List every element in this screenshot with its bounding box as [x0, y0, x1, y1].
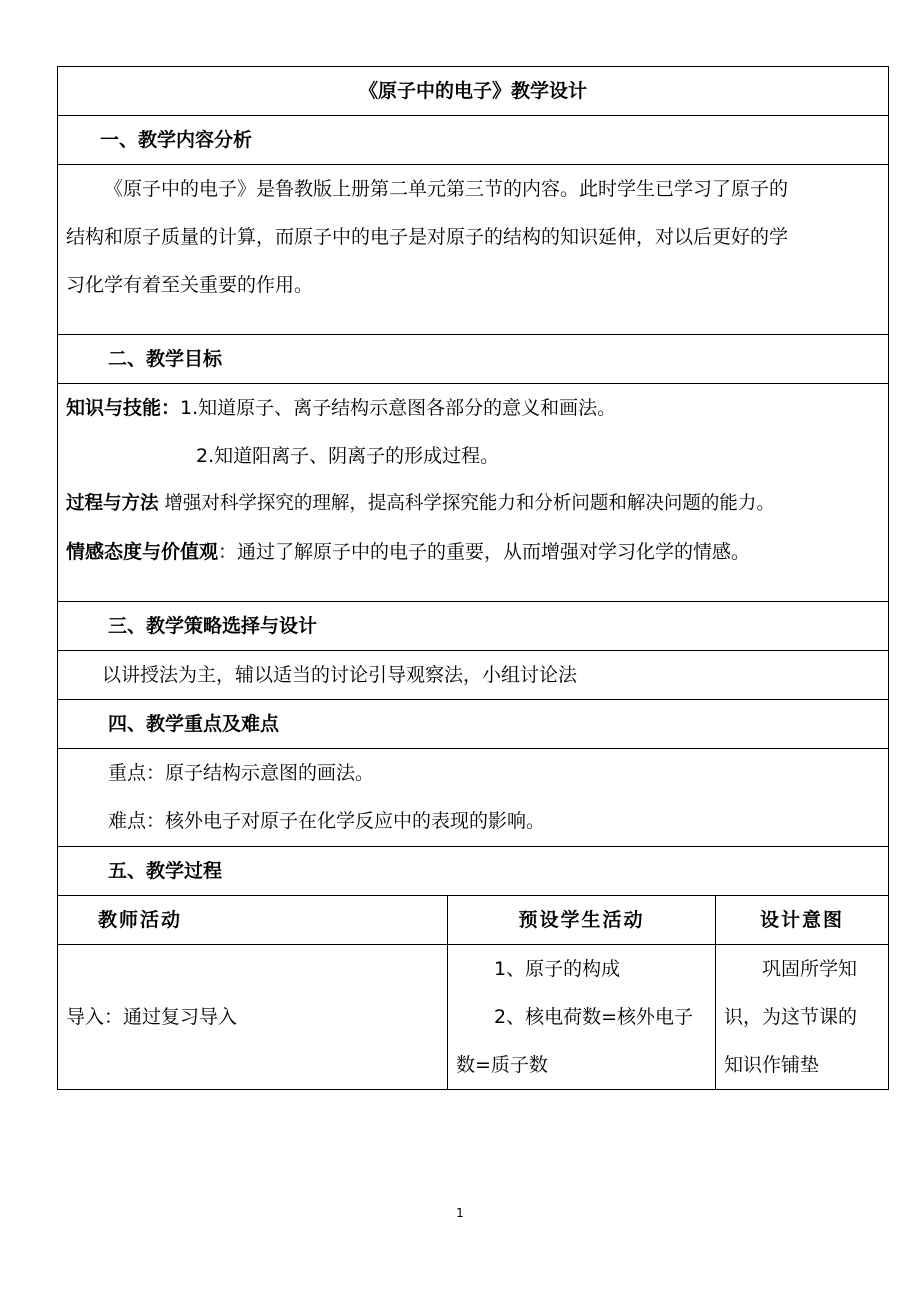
- knowledge-label: 知识与技能：: [66, 397, 181, 419]
- student-activity-line: 2、核电荷数=核外电子: [494, 1006, 694, 1028]
- process-label: 过程与方法: [66, 493, 159, 514]
- goal-knowledge-1: [66, 384, 880, 432]
- section-heading-strategy: 三、教学策略选择与设计: [58, 602, 889, 651]
- goal-emotion: [66, 528, 880, 576]
- analysis-content: [58, 165, 889, 335]
- analysis-line: 结构和原子质量的计算，而原子中的电子是对原子的结构的知识延伸，对以后更好的学: [66, 226, 789, 248]
- column-header-teacher: 教师活动: [58, 896, 448, 945]
- process-text: 增强对科学探究的理解，提高科学探究能力和分析问题和解决问题的能力。: [164, 493, 775, 514]
- intent-cell: [716, 945, 889, 1090]
- analysis-line: 习化学有着至关重要的作用。: [66, 274, 314, 296]
- student-activity-line: 1、原子的构成: [494, 958, 621, 980]
- intent-line: 知识作铺垫: [724, 1054, 820, 1076]
- section-heading-process: 五、教学过程: [58, 847, 889, 896]
- column-header-student: 预设学生活动: [448, 896, 716, 945]
- goal-knowledge-2: 2.知道阳离子、阴离子的形成过程。: [196, 445, 500, 467]
- teacher-activity-cell: [58, 945, 448, 1090]
- table-row: [58, 945, 889, 1090]
- document-title: 《原子中的电子》教学设计: [58, 67, 889, 116]
- student-activity-line: 数=质子数: [456, 1054, 548, 1076]
- analysis-line: 《原子中的电子》是鲁教版上册第二单元第三节的内容。此时学生已学习了原子的: [104, 178, 789, 200]
- section-heading-goals: 二、教学目标: [58, 335, 889, 384]
- student-activity-cell: [448, 945, 716, 1090]
- key-difficulty: 难点：核外电子对原子在化学反应中的表现的影响。: [108, 810, 546, 832]
- strategy-content: 以讲授法为主，辅以适当的讨论引导观察法，小组讨论法: [58, 651, 889, 700]
- keys-content: [58, 749, 889, 847]
- intent-line: 巩固所学知: [762, 958, 858, 980]
- column-header-intent: 设计意图: [716, 896, 889, 945]
- key-focus: 重点：原子结构示意图的画法。: [108, 762, 375, 784]
- section-heading-keys: 四、教学重点及难点: [58, 700, 889, 749]
- page-number: 1: [456, 1206, 464, 1220]
- knowledge-text-1: 1.知道原子、离子结构示意图各部分的意义和画法。: [180, 397, 617, 419]
- goal-process: [66, 480, 880, 528]
- section-heading-analysis: 一、教学内容分析: [58, 116, 889, 165]
- goals-content: [58, 384, 889, 602]
- teacher-activity: 导入：通过复习导入: [66, 1006, 238, 1028]
- intent-line: 识，为这节课的: [724, 1006, 858, 1028]
- emotion-label: 情感态度与价值观: [66, 541, 219, 563]
- emotion-text: ：通过了解原子中的电子的重要，从而增强对学习化学的情感。: [218, 541, 751, 563]
- lesson-plan-table: [57, 66, 889, 1090]
